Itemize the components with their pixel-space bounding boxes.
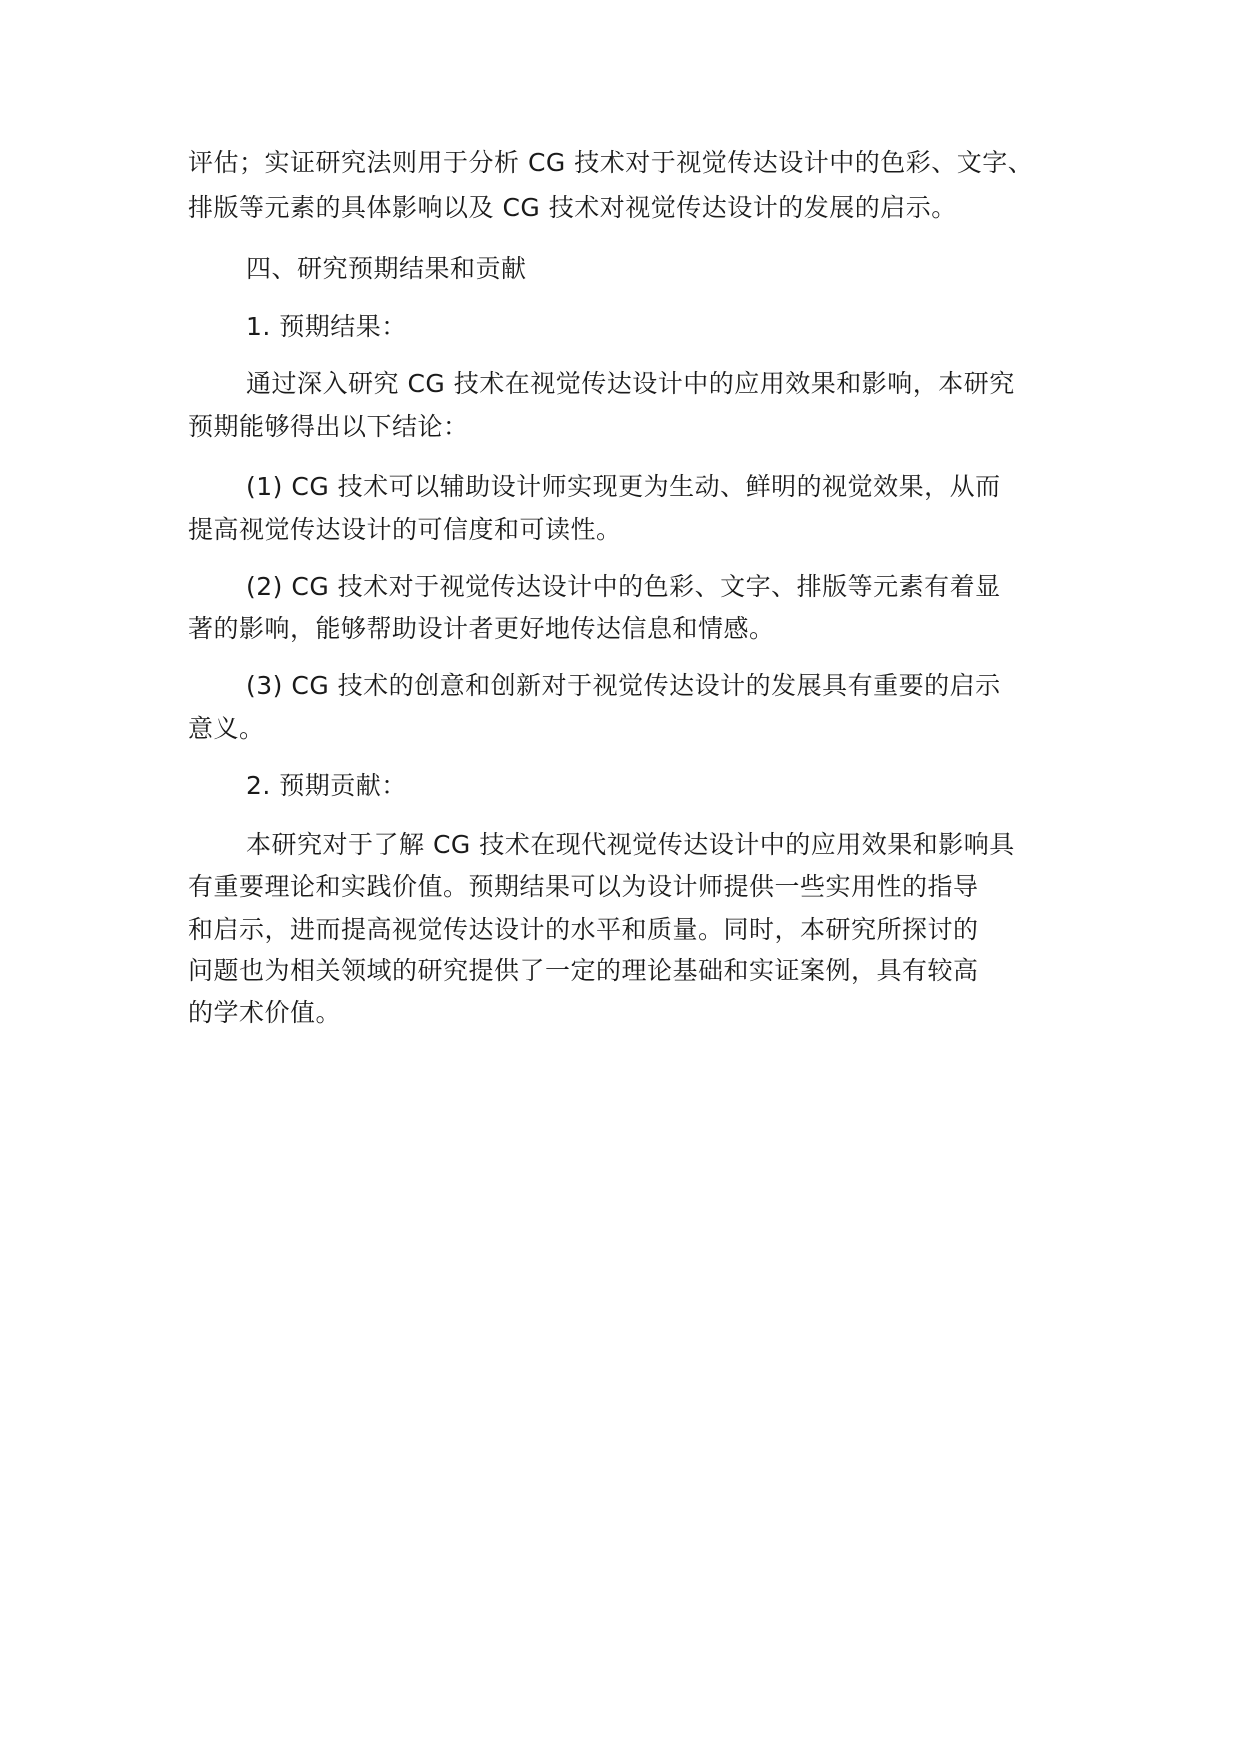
text-line: 有重要理论和实践价值。预期结果可以为设计师提供一些实用性的指导 — [188, 872, 979, 901]
text-line: 问题也为相关领域的研究提供了一定的理论基础和实证案例，具有较高 — [188, 956, 979, 985]
list-item-text: 著的影响，能够帮助设计者更好地传达信息和情感。 — [188, 614, 775, 643]
text-line: 评估；实证研究法则用于分析 CG 技术对于视觉传达设计中的色彩、文字、 — [188, 148, 1034, 177]
list-item-text: (3) CG 技术的创意和创新对于视觉传达设计的发展具有重要的启示 — [246, 671, 1001, 700]
text-line: 通过深入研究 CG 技术在视觉传达设计中的应用效果和影响，本研究 — [246, 369, 1015, 398]
subsection-heading: 2. 预期贡献： — [246, 771, 407, 800]
subsection-heading: 1. 预期结果： — [246, 312, 407, 341]
list-item-text: (1) CG 技术可以辅助设计师实现更为生动、鲜明的视觉效果，从而 — [246, 472, 1001, 501]
list-item-text: 意义。 — [188, 714, 265, 743]
text-line: 和启示，进而提高视觉传达设计的水平和质量。同时，本研究所探讨的 — [188, 915, 979, 944]
list-item-text: 提高视觉传达设计的可信度和可读性。 — [188, 515, 622, 544]
section-heading: 四、研究预期结果和贡献 — [246, 254, 527, 283]
text-line: 的学术价值。 — [188, 998, 342, 1027]
text-line: 排版等元素的具体影响以及 CG 技术对视觉传达设计的发展的启示。 — [188, 193, 957, 222]
text-line: 预期能够得出以下结论： — [188, 412, 469, 441]
text-line: 本研究对于了解 CG 技术在现代视觉传达设计中的应用效果和影响具 — [246, 830, 1015, 859]
list-item-text: (2) CG 技术对于视觉传达设计中的色彩、文字、排版等元素有着显 — [246, 572, 1001, 601]
